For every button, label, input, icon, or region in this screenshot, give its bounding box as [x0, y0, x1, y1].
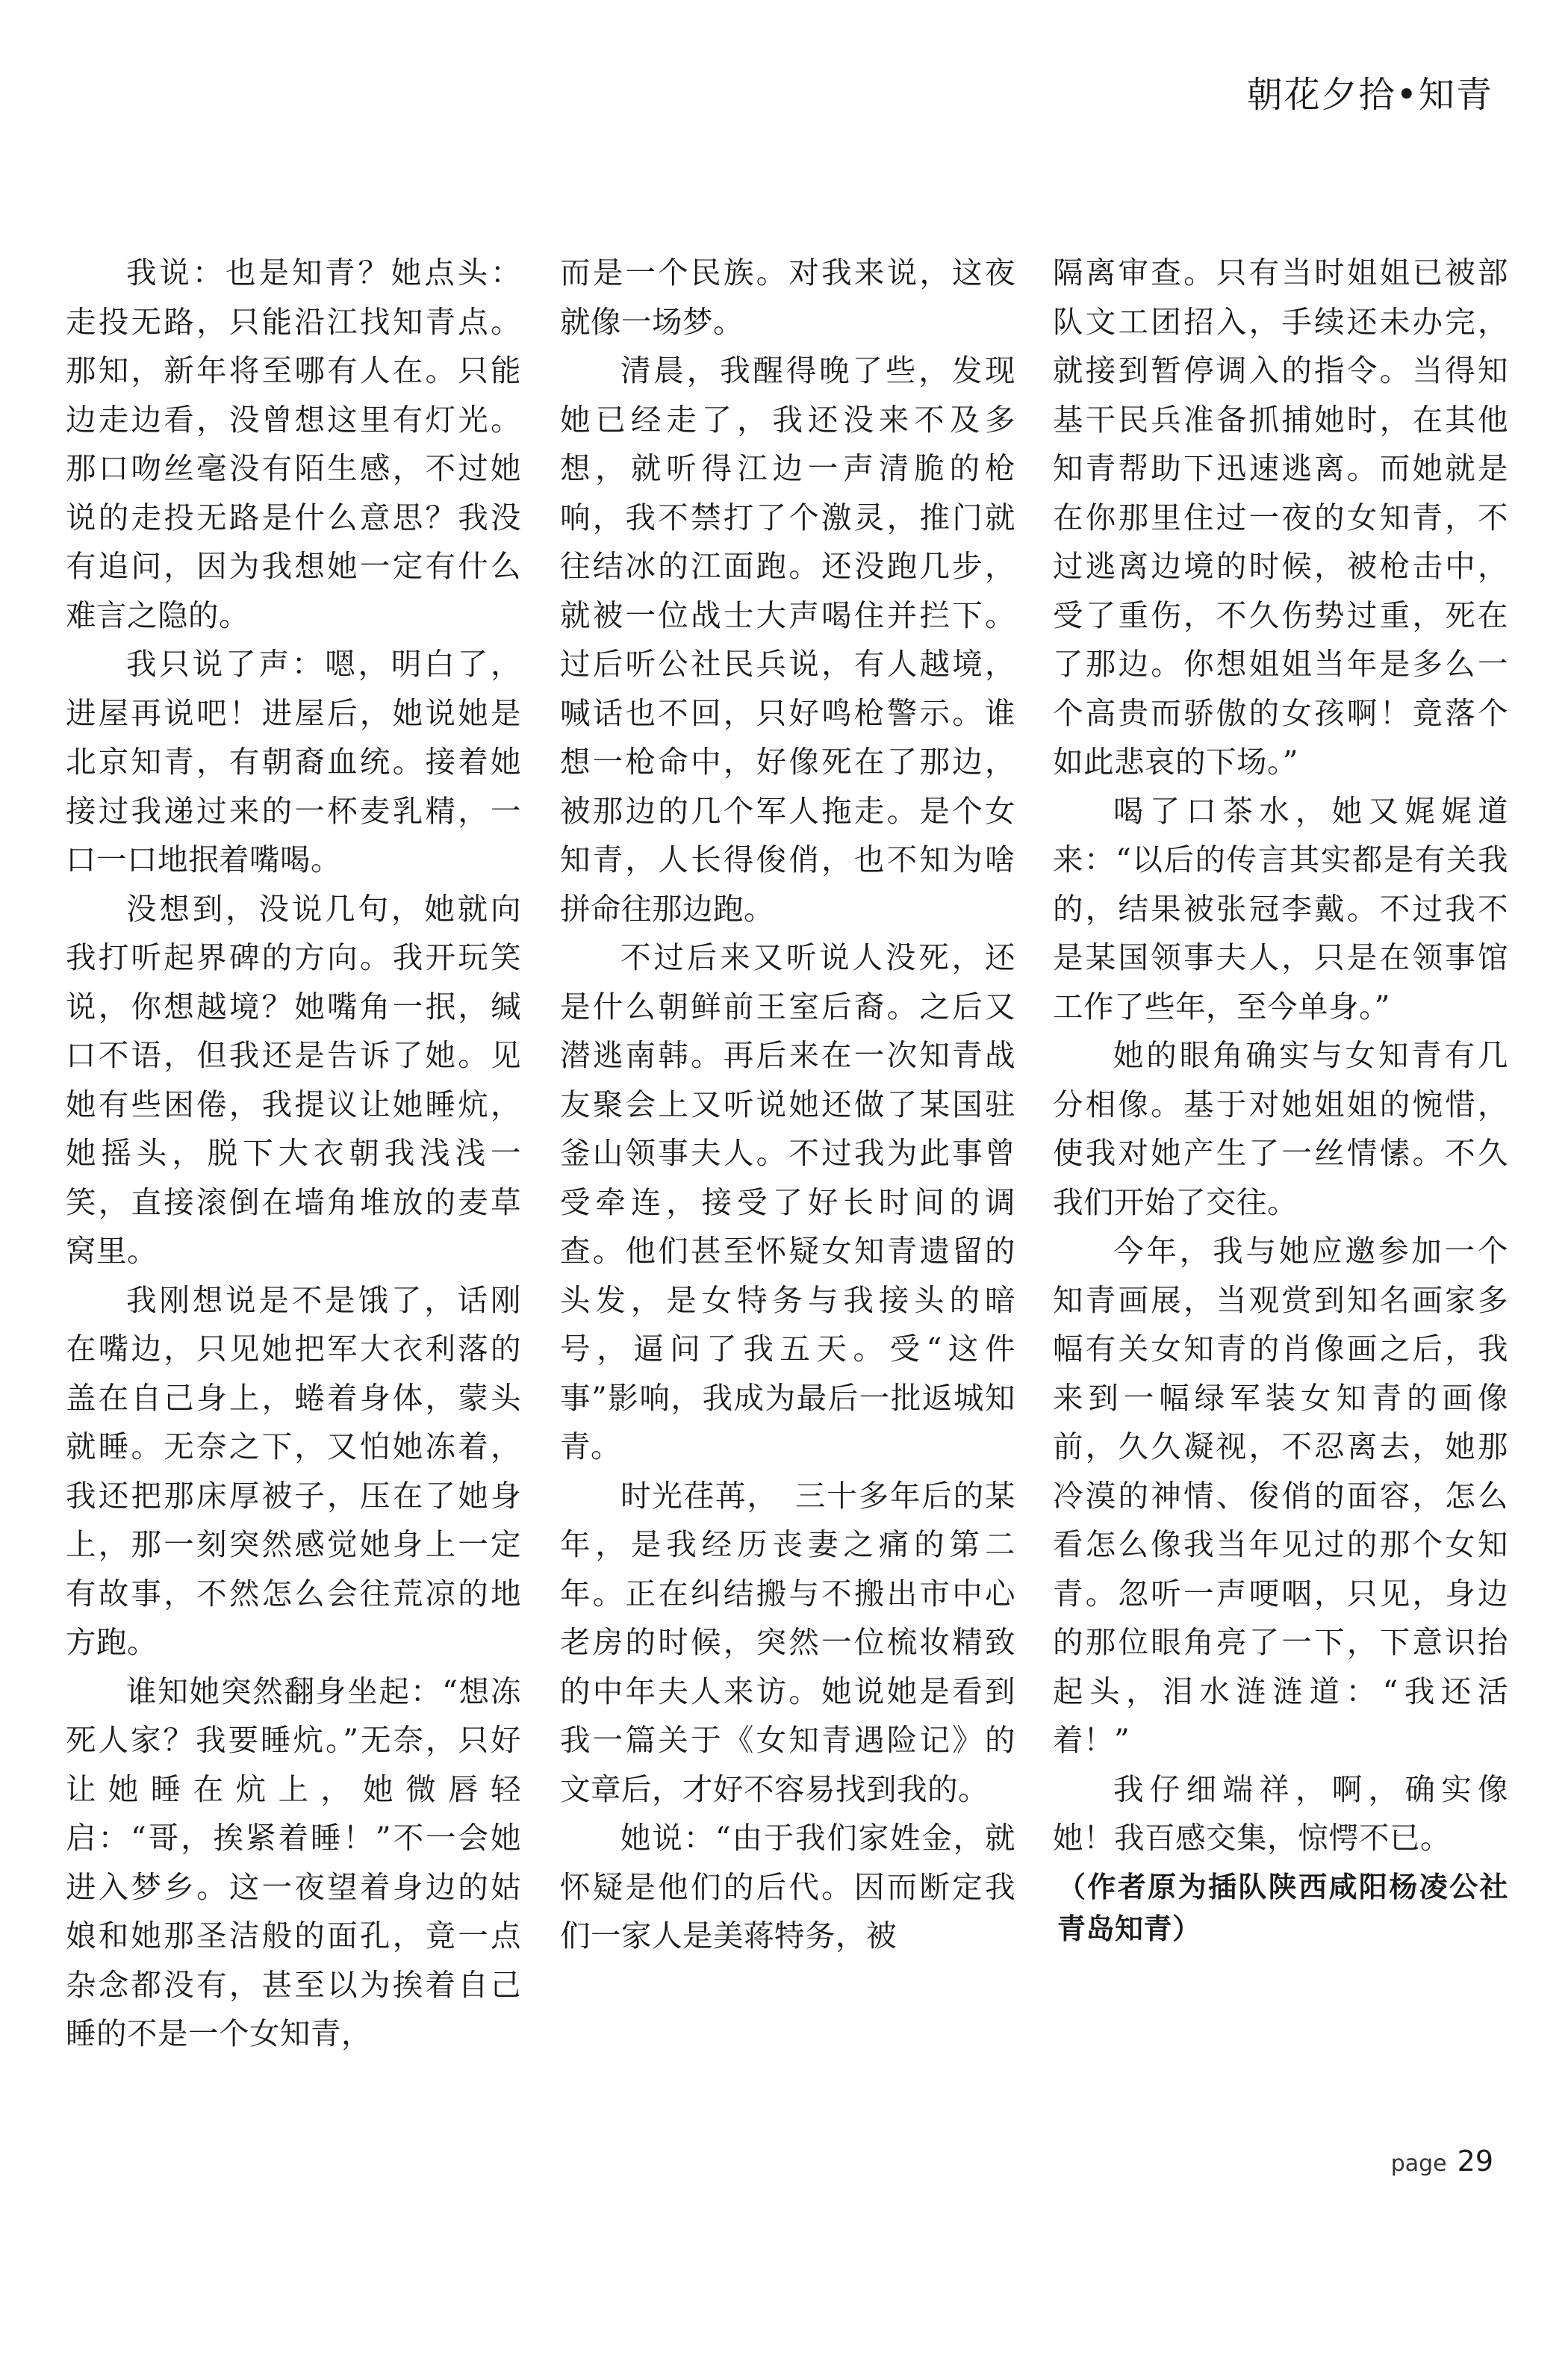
author-note: （作者原为插队陕西咸阳杨凌公社青岛知青） — [1057, 1870, 1508, 1945]
text-column-1 — [66, 249, 521, 2059]
page-footer — [1391, 2145, 1493, 2178]
paragraph: 时光荏苒， 三十多年后的某年，是我经历丧妻之痛的第二年。正在纠结搬与不搬出市中心老房的时候，突然一位梳妆精致的中年夫人来访。她说她是看到我一篇关于《女知青遇险记》的文章后，才好不容易找到我的。 — [560, 1477, 1015, 1807]
paragraph: 喝了口茶水，她又娓娓道来：“以后的传言其实都是有关我的，结果被张冠李戴。不过我不是某国领事夫人，只是在领事馆工作了些年，至今单身。” — [1053, 792, 1508, 1025]
paragraph: 今年，我与她应邀参加一个知青画展，当观赏到知名画家多幅有关女知青的肖像画之后，我来到一幅绿军装女知青的画像前，久久凝视，不忍离去，她那冷漠的神情、俊俏的面容，怎么看怎么像我当年见过的那个女知青。忽听一声哽咽，只见，身边的那位眼角亮了一下，下意识抬起头，泪水涟涟道：“我还活着！” — [1053, 1233, 1508, 1758]
section-header — [1247, 66, 1493, 117]
paragraph: 清晨，我醒得晚了些，发现她已经走了，我还没来不及多想，就听得江边一声清脆的枪响，我不禁打了个激灵，推门就往结冰的江面跑。还没跑几步，就被一位战士大声喝住并拦下。过后听公社民兵说，有人越境，喊话也不回，只好鸣枪警示。谁想一枪命中，好像死在了那边，被那边的几个军人拖走。是个女知青，人长得俊俏，也不知为啥拼命往那边跑。 — [560, 352, 1015, 927]
page-number: 29 — [1457, 2145, 1493, 2178]
text-column-3 — [1053, 249, 1508, 1950]
paragraph: 我说：也是知青？她点头：走投无路，只能沿江找知青点。那知，新年将至哪有人在。只能边走边看，没曾想这里有灯光。那口吻丝毫没有陌生感，不过她说的走投无路是什么意思？我没有追问，因为我想她一定有什么难言之隐的。 — [66, 255, 521, 633]
paragraph: 没想到，没说几句，她就向我打听起界碑的方向。我开玩笑说，你想越境？她嘴角一抿，缄口不语，但我还是告诉了她。见她有些困倦，我提议让她睡炕，她摇头，脱下大衣朝我浅浅一笑，直接滚倒在墙角堆放的麦草窝里。 — [66, 890, 521, 1269]
paragraph: 我只说了声：嗯，明白了，进屋再说吧！进屋后，她说她是北京知青，有朝裔血统。接着她接过我递过来的一杯麦乳精，一口一口地抿着嘴喝。 — [66, 646, 521, 877]
paragraph: 她说：“由于我们家姓金，就怀疑是他们的后代。因而断定我们一家人是美蒋特务，被 — [560, 1820, 1015, 1953]
paragraph: 她的眼角确实与女知青有几分相像。基于对她姐姐的惋惜，使我对她产生了一丝情愫。不久我们开始了交往。 — [1053, 1037, 1508, 1220]
section-category: 知青 — [1418, 74, 1493, 116]
paragraph: 谁知她突然翻身坐起：“想冻死人家？我要睡炕。”无奈，只好让她睡在炕上，她微唇轻启：“哥，挨紧着睡！”不一会她进入梦乡。这一夜望着身边的姑娘和她那圣洁般的面孔，竟一点杂念都没有，甚至以为挨着自己睡的不是一个女知青， — [66, 1673, 521, 2051]
section-title: 朝花夕拾 — [1246, 74, 1396, 116]
paragraph-continuation: 隔离审查。只有当时姐姐已被部队文工团招入，手续还未办完，就接到暂停调入的指令。当得知基干民兵准备抓捕她时，在其他知青帮助下迅速逃离。而她就是在你那里住过一夜的女知青，不过逃离边境的时候，被枪击中，受了重伤，不久伤势过重，死在了那边。你想姐姐当年是多么一个高贵而骄傲的女孩啊！竟落个如此悲哀的下场。” — [1053, 255, 1508, 780]
paragraph: 我刚想说是不是饿了，话刚在嘴边，只见她把军大衣利落的盖在自己身上，蜷着身体，蒙头就睡。无奈之下，又怕她冻着，我还把那床厚被子，压在了她身上，那一刻突然感觉她身上一定有故事，不然怎么会往荒凉的地方跑。 — [66, 1281, 521, 1660]
paragraph: 不过后来又听说人没死，还是什么朝鲜前王室后裔。之后又潜逃南韩。再后来在一次知青战友聚会上又听说她还做了某国驻釜山领事夫人。不过我为此事曾受牵连，接受了好长时间的调查。他们甚至怀疑女知青遗留的头发，是女特务与我接头的暗号，逼问了我五天。受“这件事”影响，我成为最后一批返城知青。 — [560, 939, 1015, 1464]
page-word: page — [1390, 2151, 1447, 2177]
paragraph: 我仔细端祥，啊，确实像她！我百感交集，惊愕不已。 — [1053, 1771, 1508, 1856]
text-column-2 — [560, 249, 1015, 1961]
paragraph-continuation: 而是一个民族。对我来说，这夜就像一场梦。 — [560, 255, 1015, 340]
header-separator: • — [1396, 74, 1419, 116]
